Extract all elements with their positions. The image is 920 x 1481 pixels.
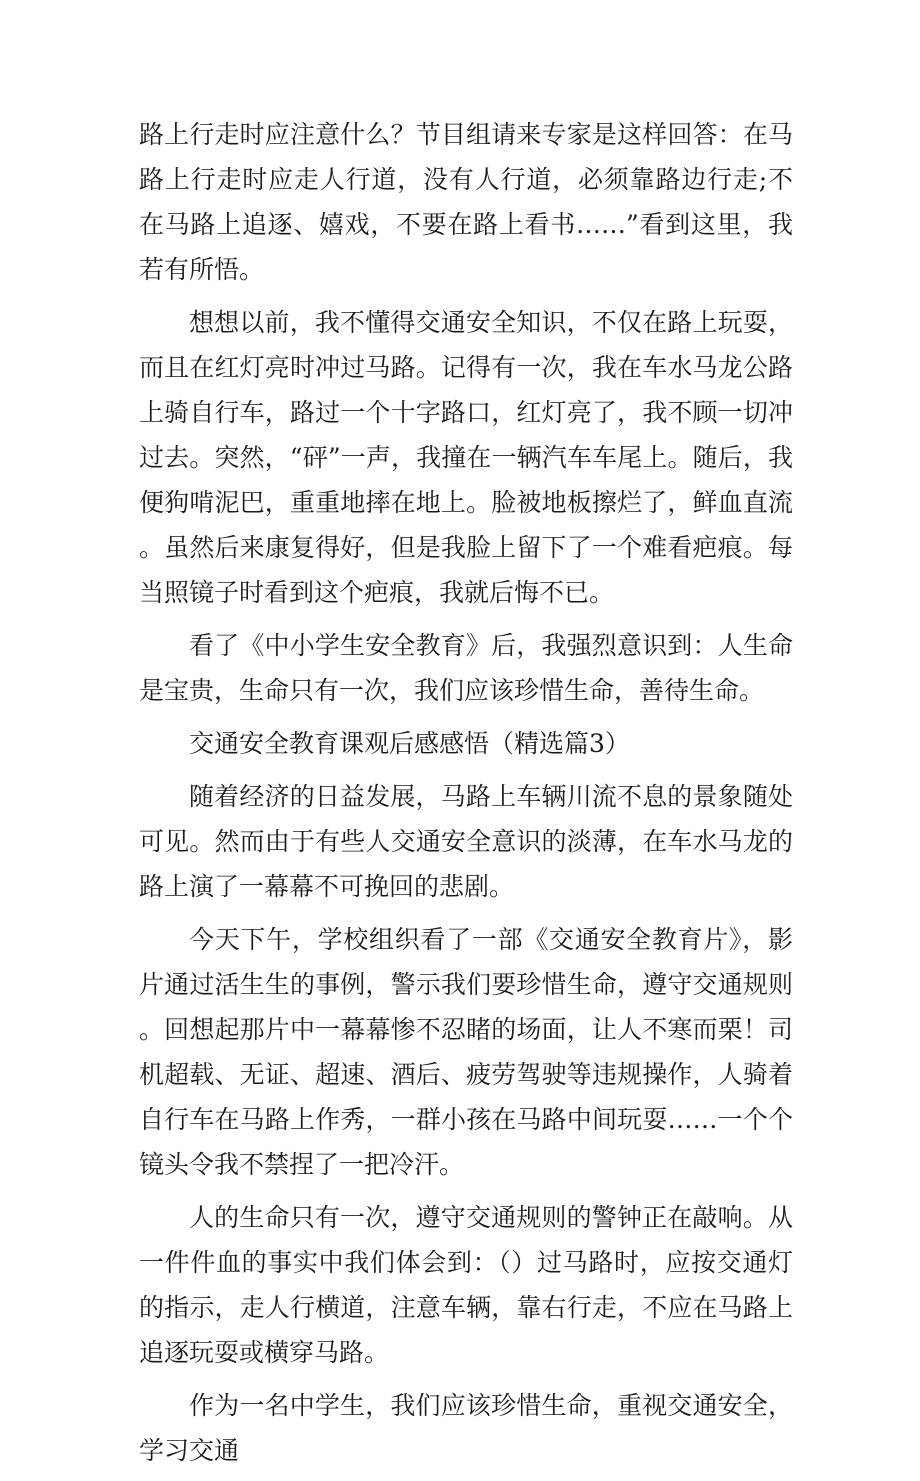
paragraph-7: 作为一名中学生，我们应该珍惜生命，重视交通安全，学习交通: [139, 1391, 793, 1465]
paragraph-5: 今天下午，学校组织看了一部《交通安全教育片》，影片通过活生生的事例，警示我们要珍惜生命，遵守交通规则。回想起那片中一幕幕惨不忍睹的场面，让人不寒而栗！司机超载、无证、超速、酒后、疲劳驾驶等违规操作，人骑着自行车在马路上作秀，一群小孩在马路中间玩耍……一个个镜头令我不禁捏了一把冷汗。: [139, 925, 793, 1179]
section-heading: 交通安全教育课观后感感悟（精选篇3）: [189, 729, 630, 758]
paragraph-3: 看了《中小学生安全教育》后，我强烈意识到：人生命是宝贵，生命只有一次，我们应该珍惜生命，善待生命。: [139, 631, 793, 705]
document-body: [139, 112, 793, 1481]
paragraph-1: 路上行走时应注意什么？节目组请来专家是这样回答：在马路上行走时应走人行道，没有人行道，必须靠路边行走;不在马路上追逐、嬉戏，不要在路上看书……”看到这里，我若有所悟。: [139, 120, 793, 284]
paragraph-2: 想想以前，我不懂得交通安全知识，不仅在路上玩耍，而且在红灯亮时冲过马路。记得有一次，我在车水马龙公路上骑自行车，路过一个十字路口，红灯亮了，我不顾一切冲过去。突然，“砰”一声，我撞在一辆汽车车尾上。随后，我便狗啃泥巴，重重地摔在地上。脸被地板擦烂了，鲜血直流。虽然后来康复得好，但是我脸上留下了一个难看疤痕。每当照镜子时看到这个疤痕，我就后悔不已。: [139, 308, 793, 607]
paragraph-4: 随着经济的日益发展，马路上车辆川流不息的景象随处可见。然而由于有些人交通安全意识的淡薄，在车水马龙的路上演了一幕幕不可挽回的悲剧。: [139, 782, 793, 901]
paragraph-6: 人的生命只有一次，遵守交通规则的警钟正在敲响。从一件件血的事实中我们体会到：（）过马路时，应按交通灯的指示，走人行横道，注意车辆，靠右行走，不应在马路上追逐玩耍或横穿马路。: [139, 1203, 793, 1367]
